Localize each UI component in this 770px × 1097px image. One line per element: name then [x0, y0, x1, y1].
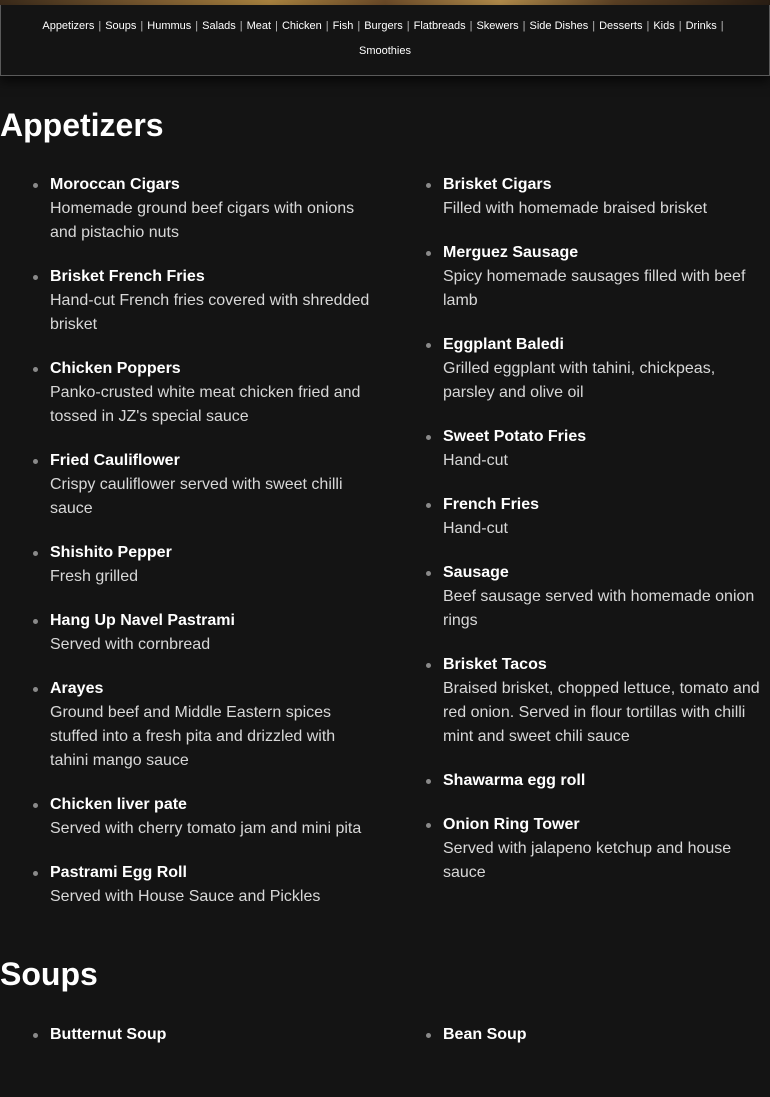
menu-item-description: Hand-cut French fries covered with shredded brisket [50, 292, 370, 333]
menu-item [0, 357, 370, 429]
menu-item-description: Grilled eggplant with tahini, chickpeas, parsley and olive oil [443, 360, 716, 401]
nav-link-side-dishes[interactable]: Side Dishes [529, 20, 589, 32]
nav-link-skewers[interactable]: Skewers [476, 20, 519, 32]
menu-item [393, 493, 763, 541]
nav-separator: | [522, 20, 526, 32]
category-nav [0, 5, 770, 76]
nav-link-desserts[interactable]: Desserts [599, 20, 643, 32]
menu-item-description: Crispy cauliflower served with sweet chilli sauce [50, 476, 343, 517]
section-title-soups: Soups [0, 956, 98, 992]
menu-item-name: Bean Soup [443, 1026, 527, 1043]
menu-item-name: Moroccan Cigars [50, 176, 180, 193]
menu-item [393, 813, 763, 885]
appetizers-list-right [393, 173, 763, 905]
menu-item [393, 1023, 763, 1047]
nav-link-appetizers[interactable]: Appetizers [42, 20, 95, 32]
menu-item [393, 561, 763, 633]
menu-item-name: Chicken Poppers [50, 360, 181, 377]
nav-separator: | [357, 20, 361, 32]
menu-item-name: Brisket French Fries [50, 268, 205, 285]
category-nav-row-2 [1, 44, 769, 58]
nav-link-chicken[interactable]: Chicken [281, 20, 322, 32]
menu-item [393, 425, 763, 473]
menu-item-description: Hand-cut [443, 520, 508, 537]
menu-item-name: Shishito Pepper [50, 544, 172, 561]
menu-item-description: Spicy homemade sausages filled with beef lamb [443, 268, 746, 309]
menu-item [393, 333, 763, 405]
nav-link-burgers[interactable]: Burgers [364, 20, 403, 32]
soups-list-right [393, 1023, 763, 1067]
menu-item [393, 769, 763, 793]
menu-item-name: Sweet Potato Fries [443, 428, 587, 445]
nav-link-smoothies[interactable]: Smoothies [359, 45, 411, 57]
menu-item-description: Served with cherry tomato jam and mini pita [50, 820, 362, 837]
menu-item [0, 677, 370, 773]
nav-separator: | [195, 20, 199, 32]
menu-item [0, 861, 370, 909]
menu-item-description: Served with House Sauce and Pickles [50, 888, 321, 905]
category-nav-row-1 [1, 19, 769, 33]
menu-item-name: Merguez Sausage [443, 244, 579, 261]
menu-item-description: Fresh grilled [50, 568, 139, 585]
menu-item-name: Fried Cauliflower [50, 452, 180, 469]
nav-link-kids[interactable]: Kids [653, 20, 675, 32]
menu-item-description: Beef sausage served with homemade onion rings [443, 588, 755, 629]
menu-item-description: Ground beef and Middle Eastern spices stuffed into a fresh pita and drizzled with tahini mango sauce [50, 704, 336, 769]
nav-separator: | [592, 20, 596, 32]
nav-link-drinks[interactable]: Drinks [685, 20, 717, 32]
menu-item-name: French Fries [443, 496, 540, 513]
menu-item [0, 541, 370, 589]
menu-item [0, 609, 370, 657]
nav-separator: | [469, 20, 473, 32]
menu-item-name: Butternut Soup [50, 1026, 167, 1043]
menu-item-description: Filled with homemade braised brisket [443, 200, 708, 217]
nav-separator: | [140, 20, 144, 32]
menu-item-description: Braised brisket, chopped lettuce, tomato and red onion. Served in flour tortillas with chilli mint and sweet chili sauce [443, 680, 760, 745]
menu-item [393, 241, 763, 313]
nav-link-hummus[interactable]: Hummus [147, 20, 192, 32]
nav-link-flatbreads[interactable]: Flatbreads [413, 20, 466, 32]
menu-item [0, 1023, 370, 1047]
menu-item-name: Brisket Tacos [443, 656, 547, 673]
menu-item-name: Chicken liver pate [50, 796, 187, 813]
nav-link-salads[interactable]: Salads [202, 20, 236, 32]
appetizers-list-left [0, 173, 370, 929]
menu-item [0, 449, 370, 521]
nav-separator: | [646, 20, 650, 32]
menu-item-description: Served with cornbread [50, 636, 211, 653]
menu-item-description: Hand-cut [443, 452, 508, 469]
menu-item-name: Onion Ring Tower [443, 816, 580, 833]
menu-item-name: Arayes [50, 680, 104, 697]
menu-item [393, 653, 763, 749]
nav-separator: | [275, 20, 278, 32]
menu-item-name: Eggplant Baledi [443, 336, 564, 353]
menu-item-name: Sausage [443, 564, 509, 581]
menu-item-description: Served with jalapeno ketchup and house sauce [443, 840, 732, 881]
nav-separator: | [325, 20, 329, 32]
menu-item [393, 173, 763, 221]
nav-separator: | [720, 20, 724, 32]
nav-separator: | [406, 20, 410, 32]
menu-item-description: Homemade ground beef cigars with onions and pistachio nuts [50, 200, 355, 241]
nav-link-meat[interactable]: Meat [246, 20, 272, 32]
menu-item [0, 265, 370, 337]
menu-item-description: Panko-crusted white meat chicken fried and tossed in JZ's special sauce [50, 384, 361, 425]
section-title-appetizers: Appetizers [0, 107, 164, 143]
menu-item [0, 793, 370, 841]
nav-link-soups[interactable]: Soups [105, 20, 137, 32]
nav-separator: | [98, 20, 102, 32]
menu-item-name: Brisket Cigars [443, 176, 552, 193]
soups-list-left [0, 1023, 370, 1067]
menu-item-name: Pastrami Egg Roll [50, 864, 187, 881]
nav-separator: | [678, 20, 682, 32]
menu-item-name: Shawarma egg roll [443, 772, 586, 789]
nav-link-fish[interactable]: Fish [332, 20, 354, 32]
menu-item [0, 173, 370, 245]
menu-item-name: Hang Up Navel Pastrami [50, 612, 235, 629]
nav-separator: | [239, 20, 243, 32]
